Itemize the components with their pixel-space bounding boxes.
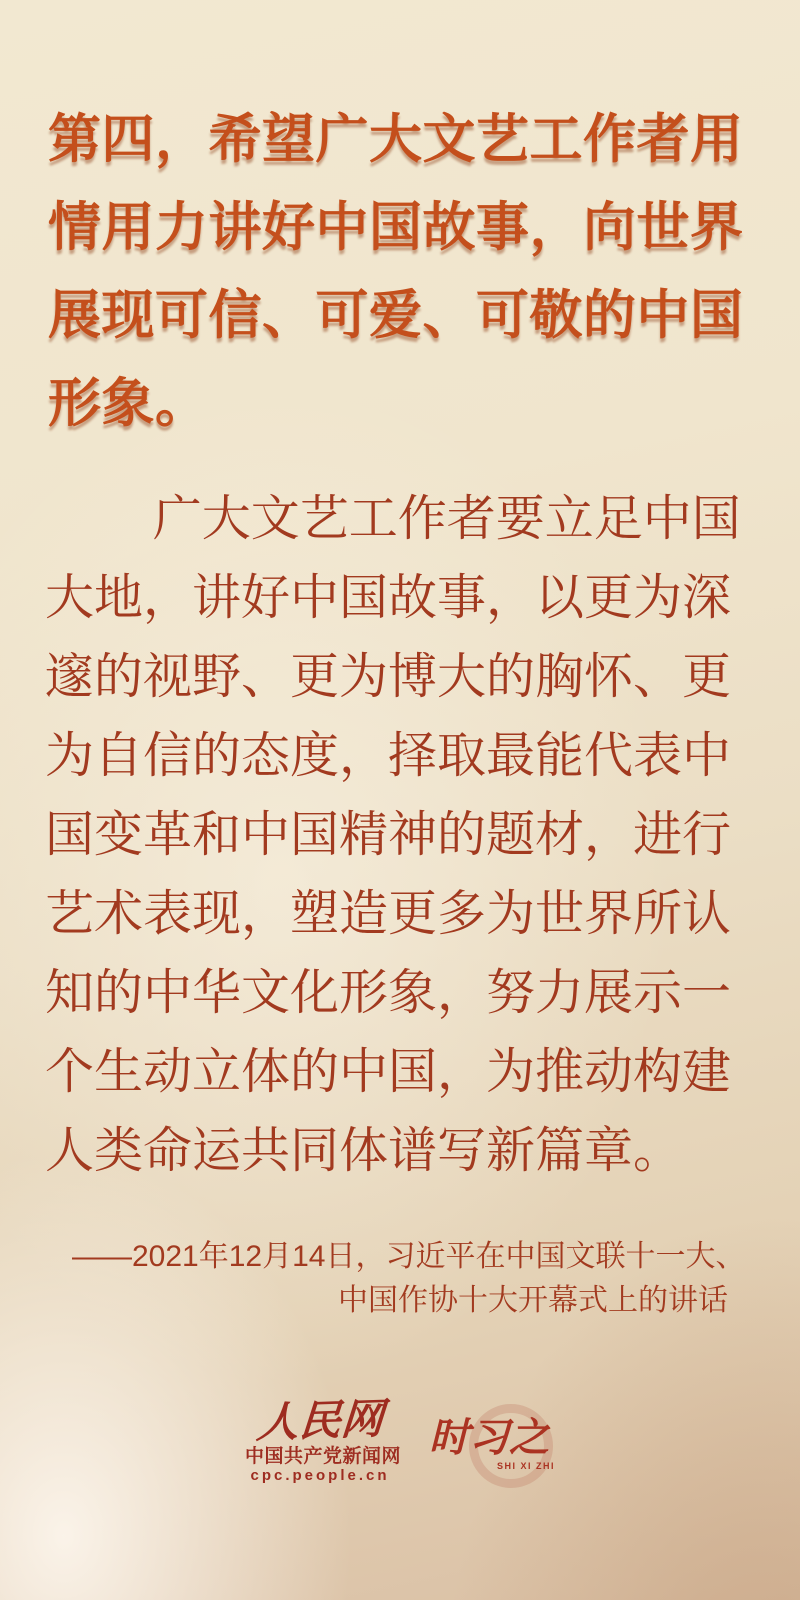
- headline-line: 形象。: [48, 374, 209, 433]
- quote-line: 人类命运共同体谱写新篇章。: [45, 1124, 683, 1178]
- attribution-line: 中国作协十大开幕式上的讲话: [338, 1284, 728, 1317]
- quote-line: 广大文艺工作者要立足中国: [152, 492, 741, 546]
- people-daily-logo: [245, 1394, 402, 1484]
- quote-line: 为自信的态度，择取最能代表中: [45, 729, 732, 783]
- quote-line: 邃的视野、更为博大的胸怀、更: [45, 650, 732, 704]
- people-daily-wordmark: 人民网: [255, 1394, 385, 1447]
- shixizhi-romanized: SHI XI ZHI: [496, 1461, 555, 1471]
- quote-line: 知的中华文化形象，努力展示一: [45, 966, 732, 1020]
- headline-line: 展现可信、可爱、可敬的中国: [48, 286, 744, 345]
- footer-logos: [0, 1394, 800, 1484]
- quote-line: 大地，讲好中国故事，以更为深: [45, 571, 732, 625]
- people-daily-subtitle: 中国共产党新闻网: [245, 1446, 402, 1467]
- headline-line: 情用力讲好中国故事，向世界: [48, 198, 744, 257]
- attribution: [72, 1235, 746, 1323]
- quote-paragraph: [45, 480, 741, 1191]
- quote-line: 国变革和中国精神的题材，进行: [45, 808, 732, 862]
- attribution-line: ——2021年12月14日，习近平在中国文联十一大、: [72, 1240, 746, 1273]
- people-daily-url: cpc.people.cn: [250, 1467, 390, 1484]
- headline: [48, 96, 758, 448]
- quote-line: 个生动立体的中国，为推动构建: [45, 1045, 732, 1099]
- quote-line: 艺术表现，塑造更多为世界所认: [45, 887, 732, 941]
- shixizhi-logo: [429, 1400, 555, 1488]
- shixizhi-wordmark: 时习之: [429, 1416, 549, 1460]
- headline-line: 第四，希望广大文艺工作者用: [48, 110, 744, 169]
